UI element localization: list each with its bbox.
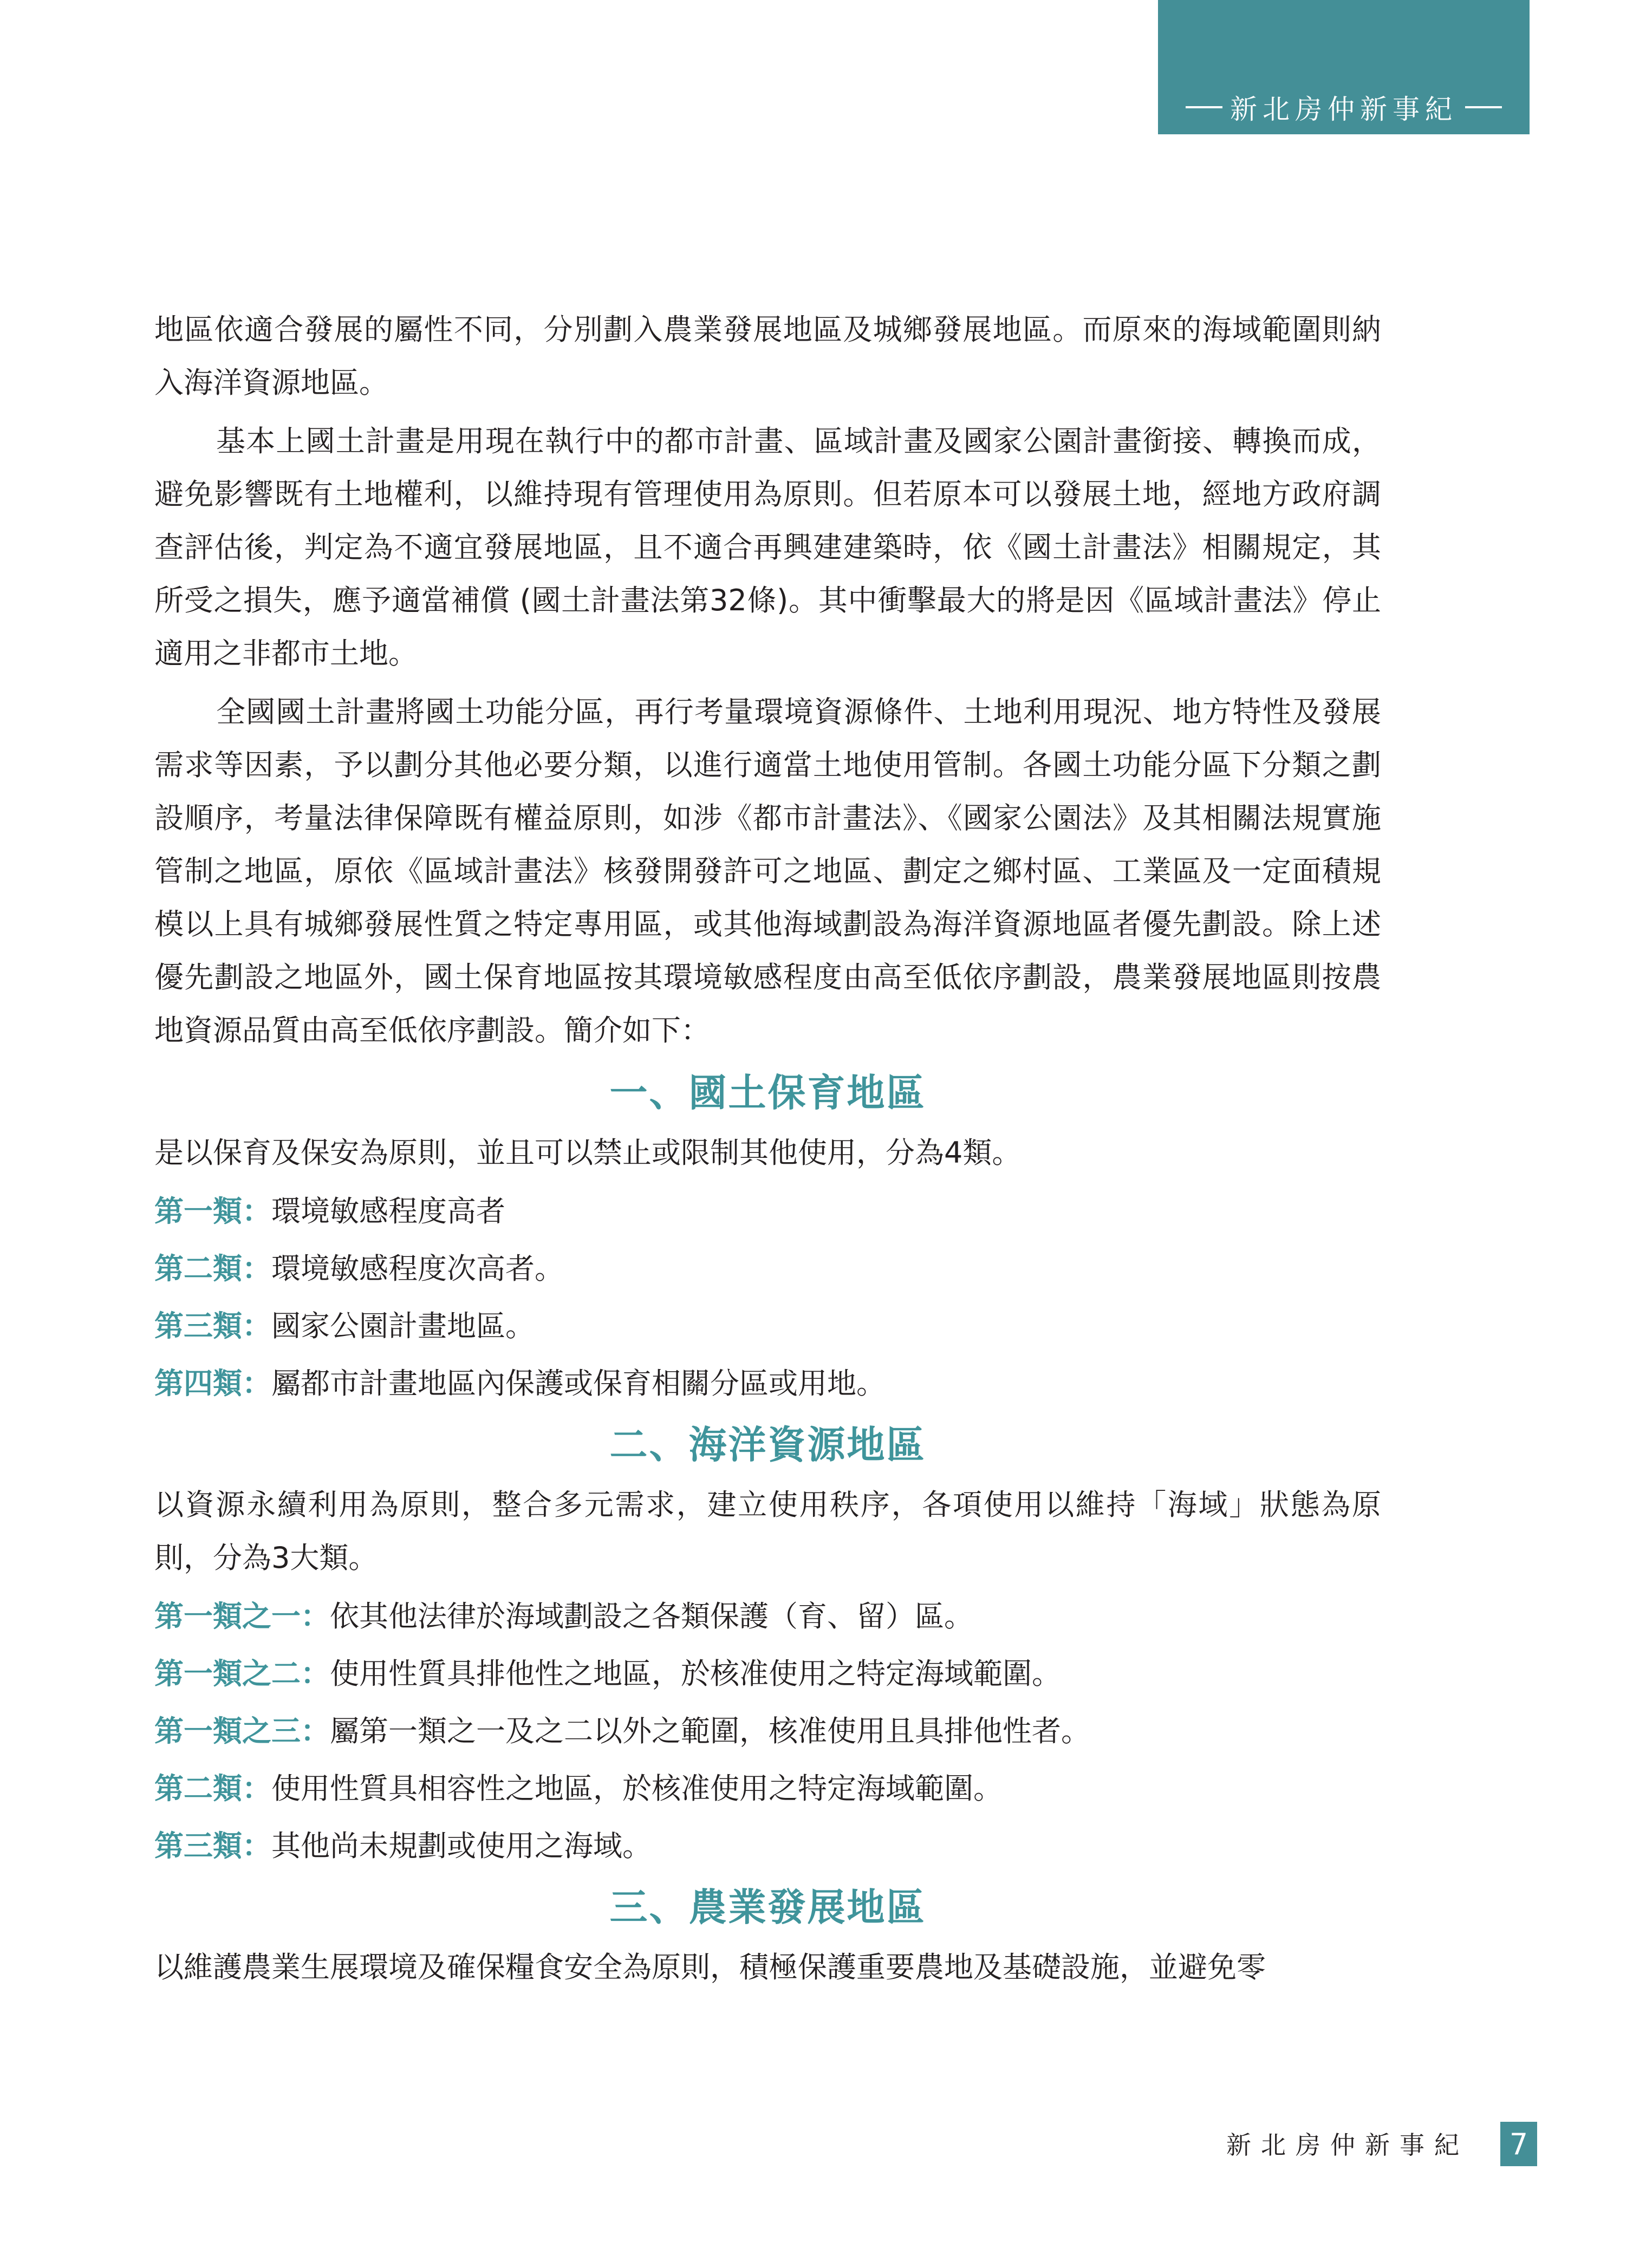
item-label: 第三類：: [154, 1829, 271, 1863]
section-heading: 一、國土保育地區: [609, 1071, 926, 1115]
item-label: 第二類：: [154, 1771, 271, 1806]
paragraph: 基本上國土計畫是用現在執行中的都市計畫、區域計畫及國家公園計畫銜接、轉換而成，避免影響既有土地權利，以維持現有管理使用為原則。但若原本可以發展土地，經地方政府調查評估後，判定為不適宜發展地區，且不適合再興建建築時，依《國土計畫法》相關規定，其所受之損失，應予適當補償 (國土計畫法第32條)。其中衝擊最大的將是因《區域計畫法》停止適用之非都市土地。: [154, 424, 1381, 670]
list-item: [154, 1300, 1381, 1353]
list-item: [154, 1242, 1381, 1295]
page-number: 7: [1500, 2122, 1537, 2166]
header-rule-right: [1465, 106, 1502, 108]
section-intro: 以資源永續利用為原則，整合多元需求，建立使用秩序，各項使用以維持「海域」狀態為原則，分為3大類。: [154, 1488, 1381, 1575]
list-item: [154, 1357, 1381, 1410]
item-label: 第一類之一：: [154, 1599, 330, 1633]
item-label: 第二類：: [154, 1252, 271, 1286]
section-heading: 二、海洋資源地區: [609, 1423, 926, 1467]
item-text: 使用性質具相容性之地區，於核准使用之特定海域範圍。: [271, 1771, 1003, 1806]
item-text: 使用性質具排他性之地區，於核准使用之特定海域範圍。: [330, 1657, 1061, 1691]
item-text: 依其他法律於海域劃設之各類保護（育、留）區。: [330, 1599, 973, 1633]
item-text: 國家公園計畫地區。: [271, 1309, 535, 1343]
item-text: 環境敏感程度高者: [271, 1194, 505, 1228]
list-item: [154, 1185, 1381, 1238]
list-item: [154, 1820, 1381, 1873]
item-text: 環境敏感程度次高者。: [271, 1252, 564, 1286]
item-text: 其他尚未規劃或使用之海域。: [271, 1829, 652, 1863]
item-text: 屬都市計畫地區內保護或保育相關分區或用地。: [271, 1366, 886, 1400]
header-title: [1162, 87, 1525, 128]
section-intro: 是以保育及保安為原則，並且可以禁止或限制其他使用，分為4類。: [154, 1136, 1022, 1170]
header-title-text: 新北房仲新事紀: [1230, 94, 1458, 125]
list-item: [154, 1705, 1381, 1758]
section-heading: 三、農業發展地區: [609, 1885, 926, 1930]
header-rule-left: [1186, 106, 1222, 108]
list-item: [154, 1590, 1381, 1643]
paragraph: 全國國土計畫將國土功能分區，再行考量環境資源條件、土地利用現況、地方特性及發展需求等因素，予以劃分其他必要分類，以進行適當土地使用管制。各國土功能分區下分類之劃設順序，考量法律保障既有權益原則，如涉《都市計畫法》、《國家公園法》及其相關法規實施管制之地區，原依《區域計畫法》核發開發許可之地區、劃定之鄉村區、工業區及一定面積規模以上具有城鄉發展性質之特定專用區，或其他海域劃設為海洋資源地區者優先劃設。除上述優先劃設之地區外，國土保育地區按其環境敏感程度由高至低依序劃設，農業發展地區則按農地資源品質由高至低依序劃設。簡介如下：: [154, 695, 1381, 1047]
section-intro: 以維護農業生展環境及確保糧食安全為原則，積極保護重要農地及基礎設施，並避免零: [154, 1950, 1266, 1984]
item-text: 屬第一類之一及之二以外之範圍，核准使用且具排他性者。: [330, 1714, 1090, 1748]
article-body: [154, 303, 1381, 1999]
item-label: 第一類之二：: [154, 1657, 330, 1691]
list-item: [154, 1762, 1381, 1815]
footer-title: 新北房仲新事紀: [1226, 2130, 1469, 2160]
item-label: 第四類：: [154, 1366, 271, 1400]
item-label: 第一類：: [154, 1194, 271, 1228]
list-item: [154, 1647, 1381, 1700]
item-label: 第一類之三：: [154, 1714, 330, 1748]
paragraph: 地區依適合發展的屬性不同，分別劃入農業發展地區及城鄉發展地區。而原來的海域範圍則納入海洋資源地區。: [154, 312, 1381, 400]
item-label: 第三類：: [154, 1309, 271, 1343]
